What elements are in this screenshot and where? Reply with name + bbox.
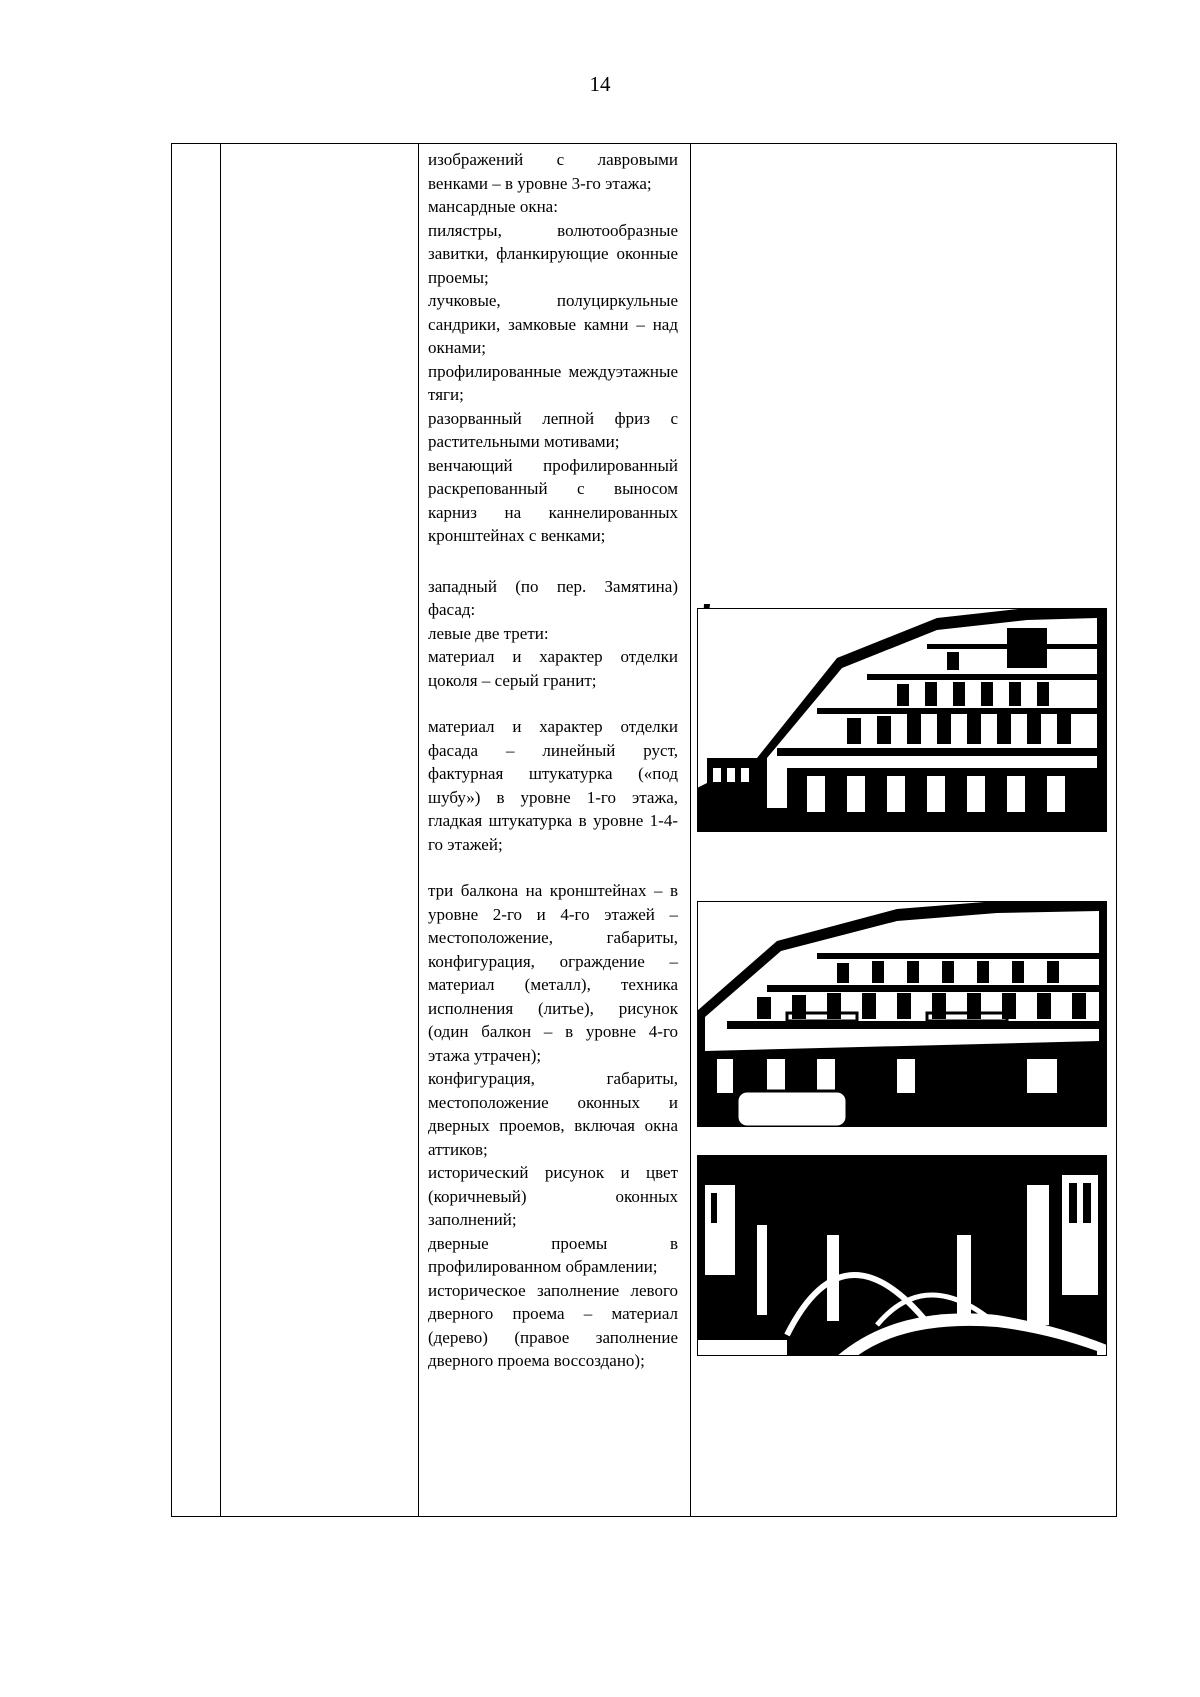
column-divider [418, 144, 419, 1516]
description-paragraph: изображений с лавровыми венками – в уровне 3-го этажа; [428, 150, 678, 193]
photo-west-facade-corner [697, 608, 1107, 832]
description-paragraph: материал и характер отделки фасада – линейный руст, фактурная штукатурка («под шубу») в уровне 1-го этажа, гладкая штукатурка в уровне 1-4-го этажей; [428, 717, 678, 854]
description-paragraph: мансардные окна: [428, 197, 558, 216]
description-cell [428, 148, 678, 1373]
photo-west-facade-ground-floor [697, 1155, 1107, 1356]
description-paragraph: венчающий профилированный раскрепованный с выносом карниз на каннелированных кронштейнах с венками; [428, 455, 678, 545]
description-paragraph: левые две трети: [428, 623, 549, 643]
photo-west-facade-balconies [697, 901, 1107, 1127]
description-paragraph: разорванный лепной фриз с растительными мотивами; [428, 408, 678, 451]
column-divider [220, 144, 221, 1516]
description-paragraph: лучковые, полуциркульные сандрики, замковые камни – над окнами; [428, 291, 678, 357]
description-paragraph: конфигурация, габариты, местоположение оконных и дверных проемов, включая окна аттиков; [428, 1069, 678, 1159]
description-paragraph: пилястры, волютообразные завитки, фланкирующие оконные проемы; [428, 220, 678, 287]
description-paragraph: западный (по пер. Замятина) фасад: [428, 576, 678, 619]
description-paragraph: профилированные междуэтажные тяги; [428, 361, 678, 404]
description-paragraph: три балкона на кронштейнах – в уровне 2-го и 4-го этажей – местоположение, габариты, конфигурация, ограждение – материал (металл), техника исполнения (литье), рисунок (один балкон – в уровне 4-го этажа утрачен); [428, 881, 678, 1065]
description-paragraph: исторический рисунок и цвет (коричневый) оконных заполнений; [428, 1163, 678, 1229]
description-paragraph: историческое заполнение левого дверного проема – материал (дерево) (правое заполнение дверного проема воссоздано); [428, 1280, 678, 1370]
column-divider [690, 144, 691, 1516]
description-paragraph: материал и характер отделки цоколя – серый гранит; [428, 647, 678, 690]
description-paragraph: дверные проемы в профилированном обрамлении; [428, 1233, 678, 1276]
page-number: 14 [589, 72, 611, 96]
